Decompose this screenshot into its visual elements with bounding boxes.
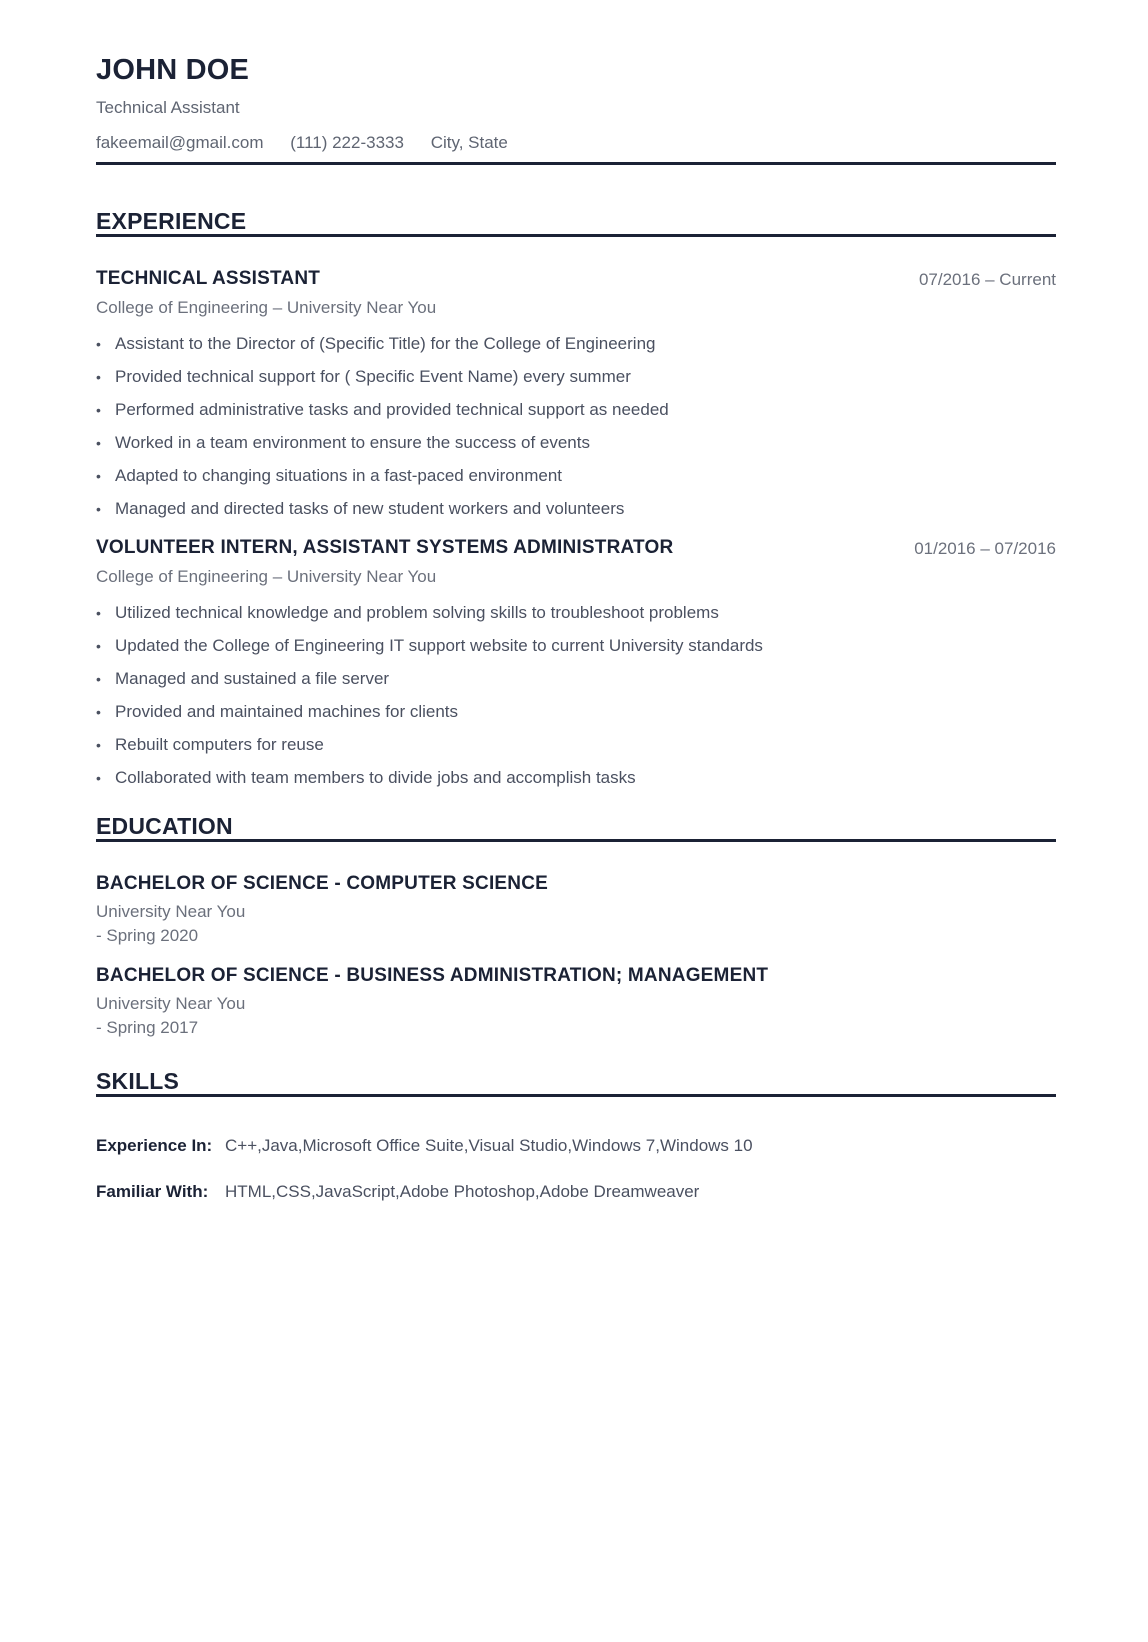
skill-values: C++,Java,Microsoft Office Suite,Visual Studio,Windows 7,Windows 10 xyxy=(225,1136,753,1155)
job-bullet: • Utilized technical knowledge and problem solving skills to troubleshoot problems xyxy=(96,602,763,635)
education-divider xyxy=(96,839,1056,842)
skill-label: Experience In: xyxy=(96,1136,213,1155)
job-bullet: • Worked in a team environment to ensure the success of events xyxy=(96,432,669,465)
job-bullet: • Collaborated with team members to divide jobs and accomplish tasks xyxy=(96,767,763,800)
job-organization: College of Engineering – University Near You xyxy=(96,567,437,586)
contact-info xyxy=(96,133,530,153)
degree-title: BACHELOR OF SCIENCE - BUSINESS ADMINISTRATION; MANAGEMENT xyxy=(96,965,769,986)
job-bullet: • Adapted to changing situations in a fast-paced environment xyxy=(96,465,669,498)
degree-school: University Near You xyxy=(96,994,246,1013)
experience-divider xyxy=(96,234,1056,237)
education-heading: EDUCATION xyxy=(96,813,233,839)
header-divider xyxy=(96,162,1056,165)
job-bullet: • Managed and directed tasks of new student workers and volunteers xyxy=(96,498,669,531)
contact-email: fakeemail@gmail.com xyxy=(96,133,264,152)
degree-date: - Spring 2017 xyxy=(96,1018,199,1037)
job-bullet: • Performed administrative tasks and provided technical support as needed xyxy=(96,399,669,432)
job-bullet: • Updated the College of Engineering IT support website to current University standards xyxy=(96,635,763,668)
job-bullet: • Assistant to the Director of (Specific Title) for the College of Engineering xyxy=(96,333,669,366)
degree-title: BACHELOR OF SCIENCE - COMPUTER SCIENCE xyxy=(96,873,549,894)
skill-values: HTML,CSS,JavaScript,Adobe Photoshop,Adobe Dreamweaver xyxy=(225,1182,700,1201)
skills-heading: SKILLS xyxy=(96,1068,179,1094)
candidate-name: JOHN DOE xyxy=(96,54,250,86)
job-bullet: • Rebuilt computers for reuse xyxy=(96,734,763,767)
job-bullet: • Managed and sustained a file server xyxy=(96,668,763,701)
skill-row-familiar xyxy=(96,1182,699,1202)
job-dates: 07/2016 – Current xyxy=(918,270,1056,289)
degree-school: University Near You xyxy=(96,902,246,921)
job-bullet-list xyxy=(96,333,669,531)
contact-phone: (111) 222-3333 xyxy=(290,133,404,152)
skill-label: Familiar With: xyxy=(96,1182,209,1201)
candidate-title: Technical Assistant xyxy=(96,98,240,117)
job-bullet: • Provided technical support for ( Specific Event Name) every summer xyxy=(96,366,669,399)
experience-heading: EXPERIENCE xyxy=(96,208,247,234)
job-organization: College of Engineering – University Near You xyxy=(96,298,437,317)
skill-row-experience xyxy=(96,1136,753,1156)
degree-date: - Spring 2020 xyxy=(96,926,199,945)
contact-location: City, State xyxy=(430,133,508,152)
job-bullet: • Provided and maintained machines for clients xyxy=(96,701,763,734)
skills-divider xyxy=(96,1094,1056,1097)
job-title: TECHNICAL ASSISTANT xyxy=(96,268,321,289)
job-title: VOLUNTEER INTERN, ASSISTANT SYSTEMS ADMINISTRATOR xyxy=(96,537,674,558)
job-bullet-list xyxy=(96,602,763,800)
job-dates: 01/2016 – 07/2016 xyxy=(914,539,1056,558)
